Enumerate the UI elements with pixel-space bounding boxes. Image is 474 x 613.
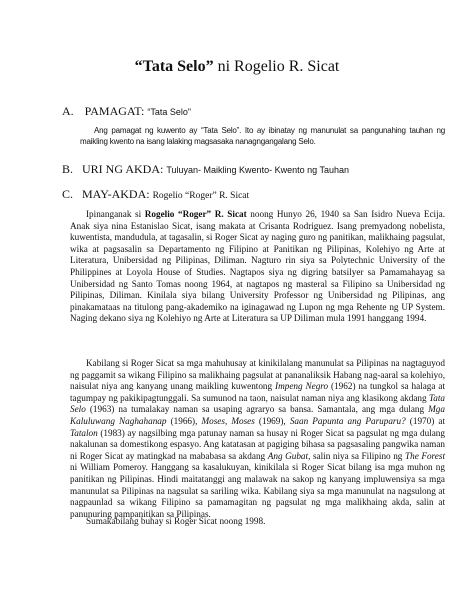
bio-p2-b: (1962) na tungkol sa halaga at tagumpay ng pakikipagtunggali. Sa sumunod na taon, naisulat naman niya ang klasikong akdang: [70, 381, 446, 403]
section-a-body: [80, 125, 445, 147]
bio-paragraph-3: [70, 516, 445, 528]
section-a-heading: [62, 104, 191, 119]
bio-p1-name: Rogelio “Roger” R. Sicat: [144, 209, 247, 219]
section-a-value: “Tata Selo”: [147, 107, 191, 117]
document-title: [0, 58, 474, 76]
bio-p2-h: salin niya sa Filipino ng: [310, 450, 405, 461]
title-story: “Tata Selo”: [134, 58, 214, 75]
bio-p2-j: ni William Pomeroy. Hanggang sa kasalukuyan, kinikilala si Roger Sicat bilang isa mga muhon ng panitikan ng Pilipinas. Hindi maitatanggi ang malawak na sakop ng kanyang impluwensiya sa mga manunulat sa Pilipinas na nagsulat sa sariling wika. Kabilang siya sa mga manunulat na nagsulong at nagpaunlad sa wikang Filipino sa pamamagitan ng pagsulat ng mga malikhaing akda, salin at panunuring pampanitikan sa Pilipinas.: [70, 462, 445, 519]
title-author: ni Rogelio R. Sicat: [213, 58, 340, 75]
section-c-value: Rogelio “Roger” R. Sicat: [152, 191, 250, 201]
section-c-label: MAY-AKDA:: [82, 187, 150, 201]
section-b-label: URI NG AKDA:: [82, 162, 164, 176]
bio-p2-d: (1966),: [166, 415, 202, 426]
section-a-label: PAMAGAT:: [84, 104, 145, 118]
bio-p2-c: (1963) na tumalakay naman sa usaping agraryo sa bansa. Samantala, ang mga dulang: [85, 404, 429, 415]
bio-p1-pre: Ipinanganak si: [86, 209, 145, 219]
bio-p2-e: (1969),: [254, 415, 290, 426]
section-b-letter: B.: [62, 162, 74, 176]
bio-p2-a: Kabilang si Roger Sicat sa mga mahuhusay at kinikilalang manunulat sa Pilipinas na nagtaguyod ng paggamit sa wikang Filipino sa malikhaing pagsulat at pananaliksik Habang nag-aaral sa kolehiyo, naisulat niya ang kanyang unang maikling kuwentong: [70, 358, 445, 392]
section-a-letter: A.: [62, 104, 74, 118]
bio-p2-work-7: Ang Gubat,: [267, 450, 311, 461]
bio-p3: Sumakabilang buhay si Roger Sicat noong 1998.: [86, 516, 266, 526]
bio-p2-work-5: Saan Papunta ang Paruparu?: [289, 415, 406, 426]
section-a-text: Ang pamagat ng kuwento ay “Tata Selo”. Ito ay ibinatay ng manunulat sa pangunahing tauhan ng maikling kwento na isang lalaking magsasaka nanagngangalang Selo.: [80, 126, 445, 146]
bio-p2-work-4: Moses, Moses: [201, 415, 255, 426]
bio-p1: [70, 209, 445, 325]
bio-p2-work-6: Tatalon: [70, 427, 98, 438]
bio-p1-post: noong Hunyo 26, 1940 sa San Isidro Nueva Ecija. Anak siya nina Estanislao Sicat, isang makata at Crisanta Rodriguez. Isang premyadong nobelista, kuwentista, mandudula, at tagasalin, si Roger Sicat ay naging guro ng panitikan, malikhaing pagsulat, wika at pagsasalin sa Departamento ng Filipino at Panitikan ng Pilipinas, Kolehiyo ng Arte at Literatura, Unibersidad ng Pilipinas, Diliman. Nagturo rin siya sa Polytechnic University of the Philippines at Loyola House of Studies. Nagtapos siya ng digring batsilyer sa Pamamahayag sa Unibersidad ng Santo Tomas noong 1964, at nagtapos ng masteral sa Filipino sa Unibersidad ng Pilipinas, Diliman. Kinilala siya bilang University Professor ng Unibersidad ng Pilipinas, ang pinakamataas na titulong pang-akademiko na iginagawad ng Lupon ng mga Rehente ng UP System. Naging dekano siya ng Kolehiyo ng Arte at Literatura sa UP Diliman mula 1991 hanggang 1994.: [70, 209, 446, 324]
bio-p2-g: (1983) ay nagsilbing mga patunay naman sa husay ni Roger Sicat sa pagsulat ng mga dulang nakalunan sa domestikong espasyo. Ang katatasan at pagiging bihasa sa pagsasaling pangwika naman ni Roger Sicat ay matingkad na mababasa sa akdang: [70, 427, 445, 461]
bio-p2-work-2: Tata Selo: [70, 392, 445, 415]
section-b-value: Tuluyan- Maikling Kwento- Kwento ng Tauhan: [166, 165, 349, 175]
section-c-letter: C.: [62, 187, 74, 201]
section-c-heading: [62, 187, 249, 202]
bio-p2-work-1: Impeng Negro: [275, 381, 329, 392]
bio-p2: [70, 358, 445, 520]
bio-p2-f: (1970) at: [405, 415, 446, 426]
bio-p2-work-8: The Forest: [404, 450, 445, 461]
section-b-heading: [62, 162, 349, 177]
bio-p2-work-3: Mga Kaluluwang Naghahanap: [70, 404, 445, 426]
bio-paragraph-1: [70, 209, 445, 325]
bio-paragraph-2: [70, 358, 445, 520]
